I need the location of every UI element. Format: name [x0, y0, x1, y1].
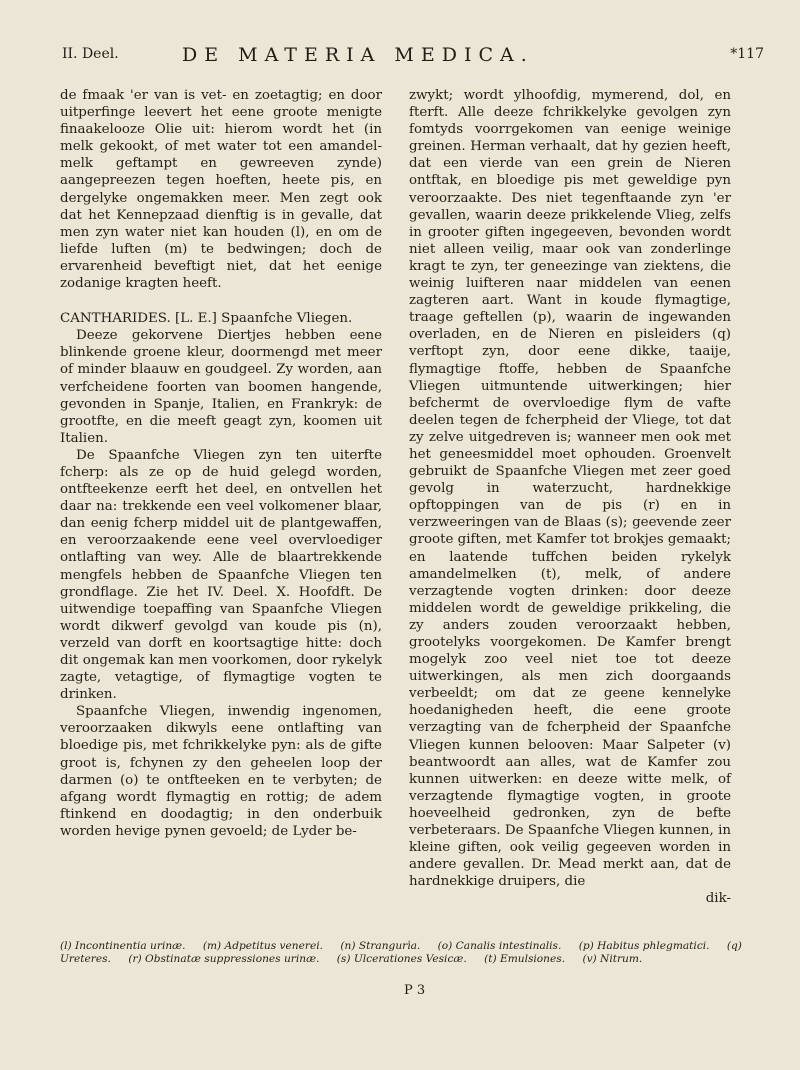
footnote: (q) Ureteres.	[60, 940, 742, 965]
paragraph: Spaanfche Vliegen, inwendig ingenomen, veroorzaaken dikwyls eene ontlafting van bloedige pis, met fchrikkelyke pyn: als de gifte groot is, fchynen zy den geheelen loop der darmen (o) te ontfteeken en te verbyten; de afgang wordt flymagtig en rottig; de adem ftinkend en doodagtig; in den onderbuik worden hevige pynen gevoeld; de Lyder be-	[60, 704, 382, 839]
footnote: (v) Nitrum.	[582, 953, 643, 965]
footnote: (s) Ulcerationes Vesicæ.	[336, 953, 467, 965]
paragraph: de fmaak 'er van is vet- en zoetagtig; en door uitperfinge leevert het eene groote menigte finaakelooze Olie uit: hierom wordt het (in melk gekookt, of met water tot een amandel-melk geftampt en gewreeven zynde) aangepreezen tegen hoeften, heete pis, en dergelyke ongemakken meer. Men zegt ook dat het Kennepzaad dienftig is in gevalle, dat men zyn water niet kan houden (l), en om de liefde luften (m) te bedwingen; doch de ervarenheid beveftigt niet, dat het eenige zodanige kragten heeft.	[60, 88, 382, 292]
footnote: (l) Incontinentia urinæ.	[60, 940, 186, 952]
section-heading: CANTHARIDES. [L. E.] Spaanfche Vliegen.	[60, 311, 353, 327]
catchword: dik-	[705, 891, 731, 907]
footnote: (n) Strangurìa.	[340, 940, 421, 952]
paragraph: Deeze gekorvene Diertjes hebben eene blinkende groene kleur, doormengd met meer of minder blaauw en goudgeel. Zy worden, aan verfcheidene foorten van boomen hangende, gevonden in Spanje, Italien, en Frankryk: de grootfte, en die meeft geagt zyn, koomen uit Italien.	[60, 328, 382, 446]
right-column	[409, 87, 731, 908]
running-header	[62, 44, 764, 74]
header-title: DE MATERIA MEDICA.	[182, 44, 534, 66]
footnote: (t) Emulsiones.	[484, 953, 566, 965]
footnote: (m) Adpetitus venerei.	[202, 940, 323, 952]
signature-mark: P 3	[404, 983, 426, 998]
footnote: (p) Habitus phlegmatici.	[578, 940, 710, 952]
left-column	[60, 87, 382, 840]
footnote: (r) Obstinatæ suppressiones urinæ.	[128, 953, 320, 965]
paragraph: De Spaanfche Vliegen zyn ten uiterfte fcherp: als ze op de huid gelegd worden, ontfteekenze eerft het deel, en ontvellen het daar na: trekkende een veel volkomener blaar, dan eenig fcherp middel uit de plantgewaffen, en veroorzaakende eene veel overvloediger ontlafting van wey. Alle de blaartrekkende mengfels hebben de Spaanfche Vliegen ten grondflage. Zie het IV. Deel. X. Hoofdft. De uitwendige toepaffing van Spaanfche Vliegen wordt dikwerf gevolgd van koude pis (n), verzeld van dorft en koortsagtige hitte: doch dit ongemak kan men voorkomen, door rykelyk zagte, vetagtige, of flymagtige vogten te drinken.	[60, 447, 382, 703]
footnote: (o) Canalis intestinalis.	[437, 940, 562, 952]
header-page-number: *117	[730, 46, 764, 62]
header-part-label: II. Deel.	[62, 46, 119, 62]
paragraph: zwykt; wordt ylhoofdig, mymerend, dol, en fterft. Alle deeze fchrikkelyke gevolgen zyn fomtyds voorrgekomen van eenige weinige greinen. Herman verhaalt, dat hy gezien heeft, dat een vierde van een grein de Nieren ontftak, en bloedige pis met geweldige pyn veroorzaakte. Des niet tegenftaande zyn 'er gevallen, waarin deeze prikkelende Vlieg, zelfs in grooter giften ingegeeven, bevonden wordt niet alleen veilig, maar ook van zonderlinge kragt te zyn, ter geneezinge van ziektens, die weinig luifteren naar middelen van eenen zagteren aart. Want in koude flymagtige, traage geftellen (p), waarin de ingewanden overladen, en de Nieren en pisleiders (q) verftopt zyn, door eene dikke, taaije, flymagtige ftoffe, hebben de Spaanfche Vliegen uitmuntende uitwerkingen; hier befchermt de overvloedige flym de vafte deelen tegen de fcherpheid der Vliege, tot dat zy zelve uitgedreven is; wanneer men ook met het geneesmiddel moet ophouden. Groenvelt gebruikt de Spaanfche Vliegen met zeer goed gevolg in waterzucht, hardnekkige opftoppingen van de pis (r) en in verzweeringen van de Blaas (s); geevende zeer groote giften, met Kamfer tot brokjes gemaakt; en laatende tuffchen beiden rykelyk amandelmelken (t), melk, of andere verzagtende vogten drinken: door deeze middelen wordt de geweldige prikkeling, die zy anders zouden veroorzaakt hebben, grootelyks voorgekomen. De Kamfer brengt mogelyk zoo veel niet toe tot deeze uitwerkingen, als men zich doorgaands verbeeldt; om dat ze geene kennelyke hoedanigheden heeft, die eene groote verzagting van de fcherpheid der Spaanfche Vliegen kunnen belooven: Maar Salpeter (v) beantwoordt aan alles, wat de Kamfer zou kunnen uitwerken: en deeze witte melk, of verzagtende flymagtige vogten, in groote hoeveelheid gedronken, zyn de befte verbeteraars. De Spaanfche Vliegen kunnen, in kleine giften, ook veilig gegeeven worden in andere gevallen. Dr. Mead merkt aan, dat de hardnekkige druipers, die	[409, 88, 731, 890]
footnotes	[60, 940, 762, 966]
